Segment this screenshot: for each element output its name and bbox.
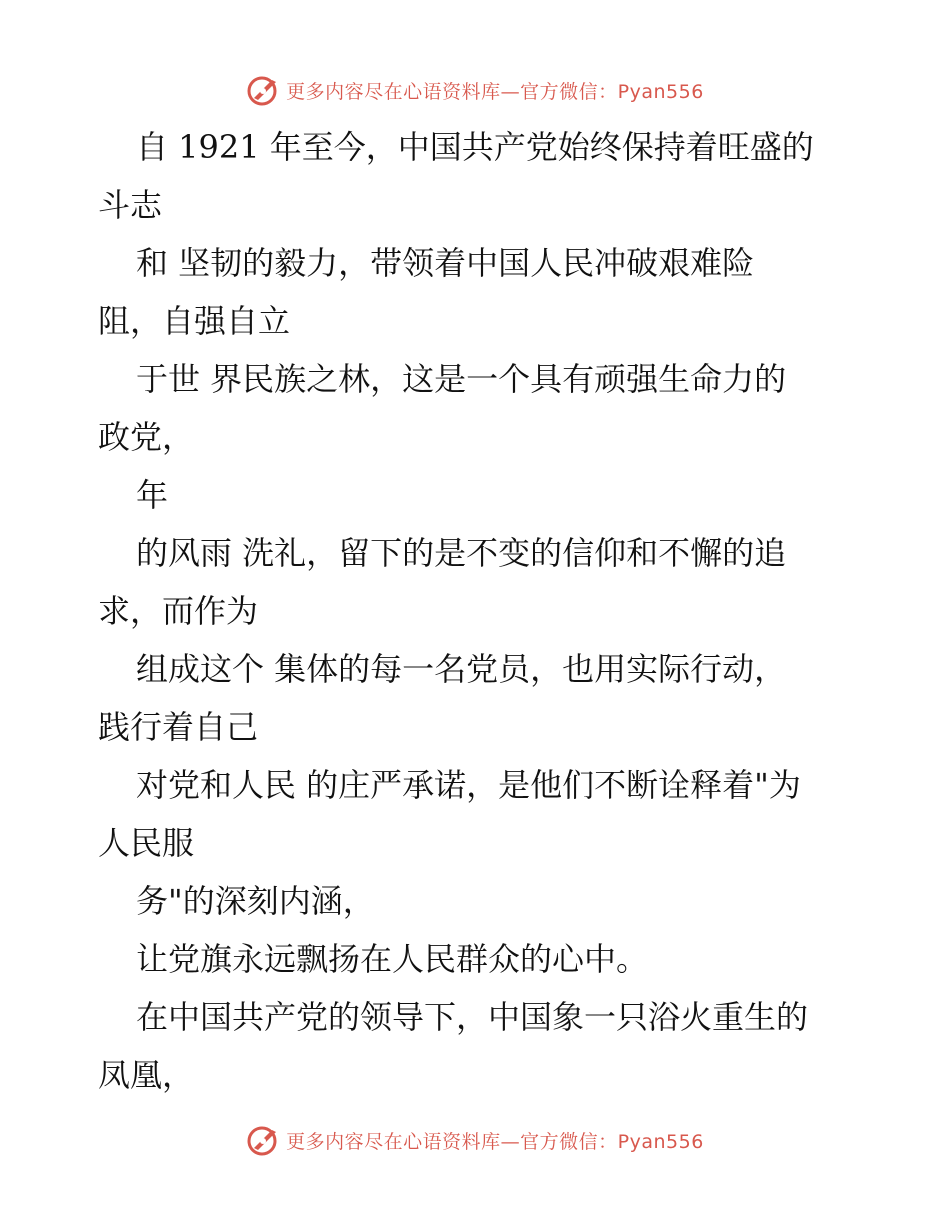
body-line: 在中国共产党的领导下，中国象一只浴火重生的 xyxy=(136,998,809,1036)
body-line: 斗志 xyxy=(98,186,163,224)
header-wechat-id: Pyan556 xyxy=(617,80,704,103)
body-line: 的风雨 洗礼，留下的是不变的信仰和不懈的追 xyxy=(136,534,787,572)
body-line: 凤凰， xyxy=(98,1056,195,1094)
body-line: 践行着自己 xyxy=(98,708,259,746)
footer-wechat-id: Pyan556 xyxy=(617,1130,704,1153)
header-banner-text: 更多内容尽在心语资料库—官方微信：Pyan556 xyxy=(286,80,704,103)
body-line: 和 坚韧的毅力，带领着中国人民冲破艰难险 xyxy=(136,244,755,282)
body-line: 务"的深刻内涵， xyxy=(136,882,375,920)
body-line: 人民服 xyxy=(98,824,195,862)
ink-pen-circle-logo-icon xyxy=(246,72,282,108)
ink-pen-circle-logo-icon xyxy=(246,1122,282,1158)
header-banner xyxy=(0,70,950,110)
body-line: 政党， xyxy=(98,418,195,456)
body-line: 对党和人民 的庄严承诺，是他们不断诠释着"为 xyxy=(136,766,801,804)
body-line: 于世 界民族之林，这是一个具有顽强生命力的 xyxy=(136,360,787,398)
document-body xyxy=(98,118,858,1104)
body-line: 组成这个 集体的每一名党员，也用实际行动， xyxy=(136,650,787,688)
body-line: 让党旗永远飘扬在人民群众的心中。 xyxy=(136,940,649,978)
footer-banner xyxy=(0,1120,950,1160)
body-line: 求，而作为 xyxy=(98,592,259,630)
body-line: 年 xyxy=(136,476,169,514)
body-line: 阻，自强自立 xyxy=(98,302,291,340)
footer-banner-text: 更多内容尽在心语资料库—官方微信：Pyan556 xyxy=(286,1130,704,1153)
body-line: 自 1921 年至今，中国共产党始终保持着旺盛的 xyxy=(136,128,814,166)
